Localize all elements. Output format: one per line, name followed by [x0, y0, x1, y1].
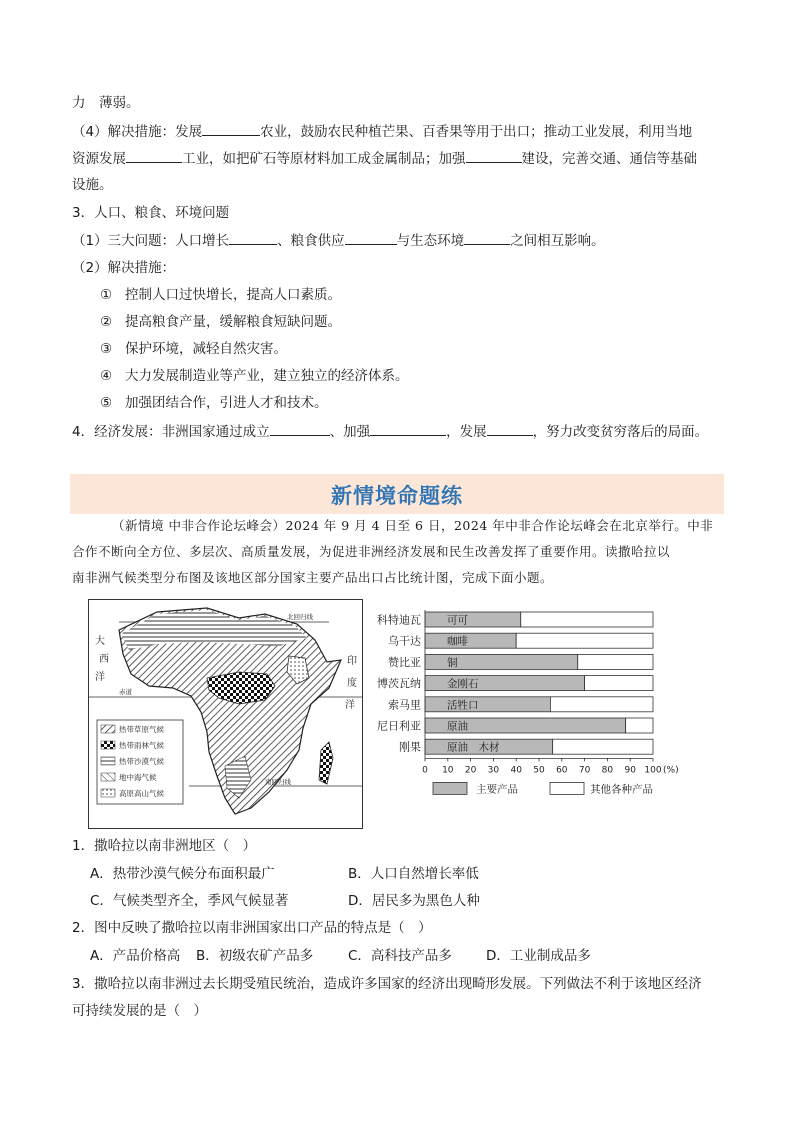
- text: 、粮食供应: [277, 233, 345, 249]
- section4-line: [72, 421, 708, 442]
- q2-option-a[interactable]: A．产品价格高: [90, 948, 181, 964]
- measure-text: 加强团结合作，引进人才和技术。: [124, 395, 328, 411]
- category-label: 尼日利亚: [377, 719, 421, 733]
- indian-label: 洋: [345, 700, 355, 711]
- equator-label: 赤道: [119, 688, 132, 696]
- legend-label-other: 其他各种产品: [590, 783, 653, 796]
- intro-line: 南非洲气候类型分布图及该地区部分国家主要产品出口占比统计图，完成下面小题。: [72, 570, 554, 585]
- product-label: 活牲口: [447, 699, 479, 712]
- legend-swatch: [101, 789, 115, 797]
- climate-map: [88, 599, 363, 829]
- text: 、加强: [329, 424, 371, 440]
- section-title: 新情境命题练: [331, 484, 463, 508]
- bar-main-product: [425, 697, 550, 712]
- bar-other-products: [521, 612, 653, 627]
- answer-blank[interactable]: [370, 421, 446, 436]
- bar-other-products: [626, 718, 653, 733]
- measure-number: ⑤: [100, 395, 113, 411]
- question-2-stem: 2．图中反映了撒哈拉以南非洲国家出口产品的特点是（ ）: [72, 920, 432, 936]
- question-3-stem-cont: 可持续发展的是（ ）: [72, 1003, 207, 1019]
- x-tick-label: 100: [644, 765, 662, 776]
- legend-label: 地中海气候: [119, 773, 157, 782]
- text: （2）解决措施：: [72, 260, 176, 276]
- x-tick-label: 50: [533, 765, 545, 776]
- x-tick-label: 90: [624, 765, 636, 776]
- q1-option-d[interactable]: D．居民多为黑色人种: [348, 893, 480, 909]
- legend-label: 热带草原气候: [119, 725, 164, 734]
- x-tick-label: 0: [422, 765, 428, 776]
- measure-text: 提高粮食产量，缓解粮食短缺问题。: [124, 314, 341, 330]
- item4-line1: [72, 121, 692, 142]
- answer-blank[interactable]: [126, 148, 182, 163]
- q2-option-c[interactable]: C．高科技产品多: [348, 948, 452, 964]
- category-label: 刚果: [399, 740, 421, 754]
- item4-line3: [72, 175, 113, 195]
- measure-number: ①: [100, 287, 113, 303]
- tropic-s-label: 南回归线: [265, 778, 291, 786]
- intro-paragraph: [72, 513, 726, 591]
- text: （1）三大问题：人口增长: [72, 233, 230, 249]
- measure-number: ④: [100, 368, 113, 384]
- text: 设施。: [72, 177, 113, 193]
- measure-item: [100, 366, 408, 386]
- legend-label: 热带沙漠气候: [119, 757, 164, 766]
- text: 农业，鼓励农民种植芒果、百香果等用于出口；推动工业发展，利用当地: [260, 124, 693, 140]
- category-label: 科特迪瓦: [377, 613, 421, 627]
- measure-text: 保护环境，减轻自然灾害。: [124, 341, 287, 357]
- export-chart-svg: [368, 604, 718, 819]
- q1-option-a[interactable]: A．热带沙漠气候分布面积最广: [90, 866, 275, 882]
- section-header: [70, 474, 724, 514]
- map-figure: [89, 600, 362, 828]
- product-label: 金刚石: [447, 678, 479, 691]
- section3-item2: [72, 258, 175, 278]
- x-tick-label: 60: [556, 765, 568, 776]
- product-label: 原油 木材: [447, 741, 500, 754]
- bar-other-products: [553, 739, 653, 754]
- product-label: 可可: [447, 614, 468, 627]
- x-tick-label: 40: [510, 765, 522, 776]
- text: 建设，完善交通、通信等基础: [521, 151, 697, 167]
- product-label: 铜: [447, 656, 458, 669]
- legend-label: 热带雨林气候: [119, 741, 164, 750]
- x-tick-label: 70: [578, 765, 591, 776]
- q2-option-b[interactable]: B．初级农矿产品多: [196, 948, 314, 964]
- bar-other-products: [516, 633, 653, 648]
- bar-main-product: [425, 612, 521, 627]
- q1-option-c[interactable]: C．气候类型齐全，季风气候显著: [90, 893, 289, 909]
- text: ，努力改变贫穷落后的局面。: [532, 424, 709, 440]
- answer-blank[interactable]: [487, 421, 533, 436]
- legend-label-main: 主要产品: [476, 783, 518, 796]
- measure-number: ③: [100, 341, 113, 357]
- madagascar: [319, 742, 333, 784]
- x-tick-label: 30: [487, 765, 500, 776]
- text: 力 薄弱。: [72, 95, 140, 111]
- intro-line: （新情境 中非合作论坛峰会）2024 年 9 月 4 日至 6 日，2024 年中非合作论坛峰会在北京举行。中非: [112, 518, 714, 533]
- category-label: 博茨瓦纳: [377, 677, 421, 691]
- continuation-line: [72, 93, 140, 113]
- q1-option-b[interactable]: B．人口自然增长率低: [348, 866, 479, 882]
- x-tick-label: 10: [442, 765, 454, 776]
- measure-item: [100, 312, 341, 332]
- measure-item: [100, 393, 327, 413]
- product-label: 原油: [447, 720, 468, 733]
- text: ，发展: [446, 424, 487, 440]
- answer-blank[interactable]: [229, 230, 277, 245]
- item4-line2: [72, 148, 697, 169]
- product-label: 咖啡: [447, 635, 468, 648]
- text: 与生态环境: [396, 233, 465, 249]
- legend-swatch-other: [550, 782, 584, 794]
- text: 工业，如把矿石等原材料加工成金属制品；加强: [182, 151, 466, 167]
- category-label: 乌干达: [388, 634, 421, 648]
- measure-item: [100, 285, 341, 305]
- q2-option-d[interactable]: D．工业制成品多: [486, 948, 591, 964]
- section3-title: [72, 203, 229, 223]
- indian-label: 度: [347, 678, 357, 689]
- bar-other-products: [585, 676, 653, 691]
- legend-swatch: [101, 773, 115, 781]
- legend-swatch-main: [433, 782, 467, 794]
- atlantic-label: 大: [95, 636, 105, 647]
- legend-swatch: [101, 741, 115, 749]
- text: 3．人口、粮食、环境问题: [72, 205, 230, 221]
- text: （4）解决措施：发展: [72, 124, 203, 140]
- x-tick-label: 80: [601, 765, 614, 776]
- indian-label: 印: [347, 656, 357, 667]
- question-3-stem: 3．撒哈拉以南非洲过去长期受殖民统治，造成许多国家的经济出现畸形发展。下列做法不利于该地区经济: [72, 976, 702, 992]
- x-tick-label: 20: [464, 765, 477, 776]
- x-unit-label: (%): [663, 765, 679, 776]
- answer-blank[interactable]: [464, 230, 510, 245]
- measure-text: 控制人口过快增长，提高人口素质。: [124, 287, 341, 303]
- legend-swatch: [101, 725, 115, 733]
- export-chart: [368, 604, 718, 823]
- measure-number: ②: [100, 314, 113, 330]
- atlantic-label: 洋: [95, 672, 105, 683]
- measure-item: [100, 339, 287, 359]
- answer-blank[interactable]: [345, 230, 397, 245]
- category-label: 索马里: [388, 698, 421, 712]
- answer-blank[interactable]: [466, 148, 522, 163]
- category-label: 赞比亚: [388, 655, 421, 669]
- bar-other-products: [578, 654, 653, 669]
- intro-line: 合作不断向全方位、多层次、高质量发展，为促进非洲经济发展和民生改善发挥了重要作用。读撒哈拉以: [72, 544, 671, 559]
- text: 4．经济发展：非洲国家通过成立: [72, 424, 270, 440]
- legend-label: 高原高山气候: [119, 789, 164, 798]
- text: 资源发展: [72, 151, 126, 167]
- text: 之间相互影响。: [510, 233, 605, 249]
- question-1-stem: 1．撒哈拉以南非洲地区（ ）: [72, 838, 257, 854]
- tropic-n-label: 北回归线: [287, 613, 313, 621]
- bar-other-products: [550, 697, 653, 712]
- section3-item1: [72, 230, 605, 251]
- bar-main-product: [425, 633, 516, 648]
- atlantic-label: 西: [99, 654, 109, 665]
- legend-swatch: [101, 757, 115, 765]
- answer-blank[interactable]: [202, 121, 260, 136]
- answer-blank[interactable]: [270, 421, 330, 436]
- measure-text: 大力发展制造业等产业，建立独立的经济体系。: [124, 368, 409, 384]
